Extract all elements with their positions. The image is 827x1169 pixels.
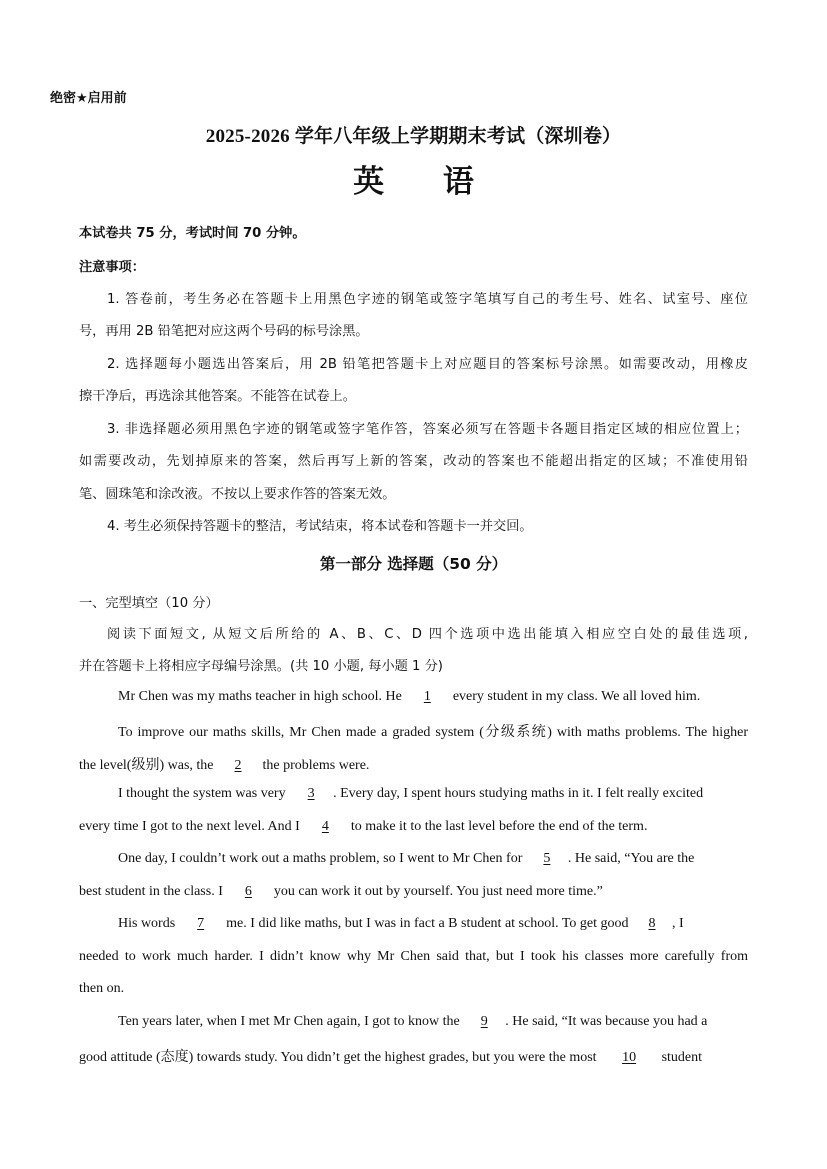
passage-text: Ten years later, when I met Mr Chen again, I got to know the [118,1014,464,1029]
passage-line [79,1046,702,1066]
instruction-line-2: 并在答题卡上将相应字母编号涂黑。(共 10 小题, 每小题 1 分) [79,659,443,674]
passage-text: good attitude (态度) towards study. You didn’t get the highest grades, but you were the most [79,1050,601,1065]
passage-text: me. I did like maths, but I was in fact a B student at school. To get good [222,916,633,931]
confidential-label: 绝密★启用前 [50,91,127,106]
instruction-line-1: 阅读下面短文, 从短文后所给的 A、B、C、D 四个选项中选出能填入相应空白处的最佳选项, [107,627,748,642]
passage-text: you can work it out by yourself. You just need more time.” [270,884,603,899]
cloze-blank-8: 8 [648,916,656,931]
cloze-blank-10: 10 [622,1050,637,1065]
notice-3-line-2: 如需要改动，先划掉原来的答案，然后再写上新的答案，改动的答案也不能超出指定的区域；不准使用铅 [79,454,748,469]
passage-text: the problems were. [259,758,370,773]
passage-line [118,689,700,705]
score-time-note: 本试卷共 75 分，考试时间 70 分钟。 [79,226,306,241]
cloze-blank-2: 2 [234,758,242,773]
subject-title: 英 语 [353,164,498,200]
passage-text: to make it to the last level before the end of the term. [347,819,648,834]
passage-line: needed to work much harder. I didn’t know why Mr Chen said that, but I took his classes more carefully from [79,949,748,964]
passage-text: One day, I couldn’t work out a maths problem, so I went to Mr Chen for [118,851,526,866]
passage-text: every student in my class. We all loved him. [449,689,701,704]
cloze-blank-9: 9 [480,1014,488,1029]
passage-text: . He said, “You are the [567,851,695,866]
cloze-blank-5: 5 [543,851,551,866]
notice-2-line-1: 2. 选择题每小题选出答案后，用 2B 铅笔把答题卡上对应题目的答案标号涂黑。如需要改动，用橡皮 [107,357,748,372]
passage-text: His words [118,916,179,931]
passage-line [118,1014,707,1030]
notice-2-line-2: 擦干净后，再选涂其他答案。不能答在试卷上。 [79,389,356,404]
section-cloze-title: 一、完型填空（10 分） [79,596,219,611]
passage-text: . He said, “It was because you had a [505,1014,708,1029]
cloze-blank-1: 1 [423,689,431,704]
passage-text: , I [672,916,684,931]
passage-line [79,884,603,900]
notice-heading: 注意事项： [79,260,145,275]
cloze-blank-7: 7 [197,916,205,931]
passage-text: . Every day, I spent hours studying maths in it. I felt really excited [333,786,704,801]
cloze-blank-3: 3 [307,786,315,801]
notice-4-line-1: 4. 考生必须保持答题卡的整洁，考试结束，将本试卷和答题卡一并交回。 [107,519,533,534]
passage-line: To improve our maths skills, Mr Chen made a graded system (分级系统) with maths problems. The higher [118,725,748,740]
notice-1-line-2: 号，再用 2B 铅笔把对应这两个号码的标号涂黑。 [79,324,369,339]
passage-line [118,786,703,802]
passage-line [79,819,647,835]
notice-1-line-1: 1. 答卷前，考生务必在答题卡上用黑色字迹的钢笔或签字笔填写自己的考生号、姓名、试室号、座位 [107,292,748,307]
passage-text: student [658,1050,703,1065]
passage-text: every time I got to the next level. And I [79,819,304,834]
part-one-title: 第一部分 选择题（50 分） [319,555,508,573]
passage-text: the level(级别) was, the [79,758,218,773]
passage-line [118,851,694,867]
passage-line: then on. [79,981,125,996]
cloze-blank-4: 4 [321,819,329,834]
exam-title: 2025-2026 学年八年级上学期期末考试（深圳卷） [205,126,622,147]
passage-line [79,754,369,774]
passage-text: I thought the system was very [118,786,290,801]
passage-text: best student in the class. I [79,884,227,899]
passage-text: Mr Chen was my maths teacher in high school. He [118,689,406,704]
notice-3-line-1: 3. 非选择题必须用黑色字迹的钢笔或签字笔作答，答案必须写在答题卡各题目指定区域的相应位置上； [107,422,748,437]
notice-3-line-3: 笔、圆珠笔和涂改液。不按以上要求作答的答案无效。 [79,487,396,502]
cloze-blank-6: 6 [244,884,252,899]
passage-line [118,916,684,932]
